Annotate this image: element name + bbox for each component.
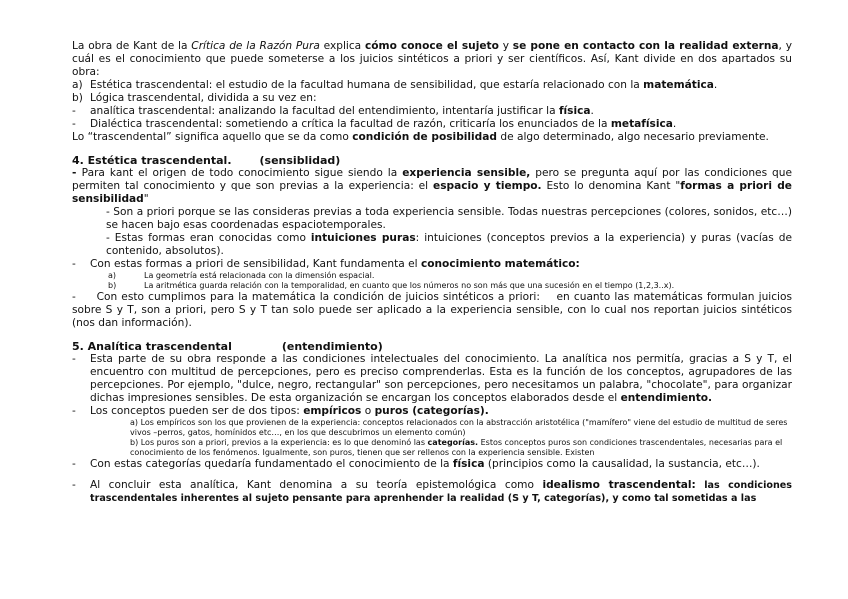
indented-paragraph: - Son a priori porque se las consideras previas a toda experiencia sensible. Todas nuestras percepciones (colores, sonidos, etc…) se hacen bajo esas coordenadas espaciotemporales. [106, 206, 792, 231]
text: - Estas formas eran conocidas como [106, 232, 311, 244]
text: " [143, 193, 149, 205]
bold-text: metafísica [610, 118, 673, 130]
trascendental-definition [72, 131, 792, 144]
bold-text: cómo conoce el sujeto [364, 40, 499, 52]
list-marker: - [72, 118, 76, 130]
bold-text: intuiciones puras [310, 232, 416, 244]
section-heading [72, 340, 792, 353]
list-marker: a) [108, 271, 117, 280]
text: La obra de Kant de la [72, 40, 192, 52]
list-item [72, 258, 792, 271]
list-item [72, 105, 792, 118]
list-marker: a) [72, 79, 83, 91]
note-paragraph [130, 438, 792, 458]
heading-title: 4. Estética trascendental. [72, 154, 232, 167]
heading-subtitle: (entendimiento) [281, 340, 383, 353]
indented-paragraph [106, 232, 792, 258]
list-item [72, 118, 792, 131]
text: (principios como la causalidad, la sustancia, etc…). [484, 458, 760, 470]
list-marker: b) [108, 281, 117, 290]
text: Los conceptos pueden ser de dos tipos: [90, 405, 304, 417]
bold-text: matemática [643, 79, 714, 91]
bold-text: condición de posibilidad [352, 131, 497, 143]
heading-title: 5. Analítica trascendental [72, 340, 232, 353]
list-marker: - [72, 258, 76, 270]
paragraph [72, 167, 792, 206]
list-item [72, 405, 792, 418]
list-marker: - [72, 353, 76, 365]
text: b) Los puros son a priori, previos a la experiencia: es lo que denominó las [130, 438, 428, 447]
bold-text: conocimiento matemático: [420, 258, 580, 270]
text: La aritmética guarda relación con la temporalidad, en cuanto que los números no son más que una sucesión en el tiempo (1,2,3..x). [144, 281, 675, 290]
text: Esto lo denomina Kant " [541, 180, 681, 192]
heading-subtitle: (sensiblidad) [259, 154, 341, 167]
list-item [72, 353, 792, 405]
list-marker: - [72, 479, 76, 491]
bold-text: puros (categorías). [374, 405, 489, 417]
text: Con estas formas a priori de sensibilidad, Kant fundamenta el [90, 258, 421, 270]
spacer [72, 471, 792, 479]
text: Lógica trascendental, dividida a su vez en: [90, 92, 317, 104]
list-marker: - [72, 105, 76, 117]
bold-text: física [558, 105, 591, 117]
text: . [713, 79, 718, 91]
text: Lo “trascendental” significa aquello que se da como [72, 131, 353, 143]
text: Esta parte de su obra responde a las condiciones intelectuales del conocimiento. La analítica nos permitía, gracias a S y T, el encuentro con multitud de percepciones, pero es preciso comprenderlas. Esta es la función de los conceptos, agrupadores de las percepciones. Por ejemplo, "dulce, negro, rectangular" son percepciones, pero necesitamos un palabra, "chocolate", para organizar dichas impresiones sensibles. De esta organización se encargan los conceptos elaborados desde el [90, 353, 792, 404]
text: : intuiciones (conceptos previos a la experiencia) y puras (vacías de contenido, absolutos). [106, 232, 793, 257]
list-item [72, 79, 792, 92]
text: Dialéctica trascendental: sometiendo a crítica la facultad de razón, criticaría los enunciados de la [90, 118, 611, 130]
list-item [72, 458, 792, 471]
sub-list-item [72, 281, 792, 291]
text: Al concluir esta analítica, Kant denomina a su teoría epistemológica como [90, 479, 543, 491]
bold-text: idealismo trascendental: [542, 479, 696, 491]
text: Con estas categorías quedaría fundamentado el conocimiento de la [90, 458, 453, 470]
bold-text: espacio y tiempo. [433, 180, 542, 192]
intro-paragraph [72, 40, 792, 79]
list-item [72, 92, 792, 105]
bold-text: entendimiento. [620, 392, 713, 404]
list-marker: - [72, 405, 76, 417]
paragraph: - Con esto cumplimos para la matemática la condición de juicios sintéticos a priori: en cuanto las matemáticas formulan juicios sobre S y T, son a priori, pero S y T tan solo puede ser aplicado a la experiencia sensible, con lo cual nos reportan juicios sintéticos (nos dan información). [72, 291, 796, 329]
text: , y cuál es el conocimiento que puede someterse a los juicios sintéticos a priori y ser científicos. Así, Kant divide en dos apartados su obra: [72, 40, 792, 78]
bold-text: se pone en contacto con la realidad externa [512, 40, 779, 52]
text: pero se pregunta aquí por las condiciones que permiten tal conocimiento y que son previas a la experiencia: el [72, 167, 792, 192]
text: Para kant el origen de todo conocimiento sigue siendo la [81, 167, 403, 179]
text: o [361, 405, 375, 417]
sub-list-item [72, 271, 792, 281]
book-title: Crítica de la Razón Pura [191, 40, 320, 52]
bold-text: formas a priori de sensibilidad [72, 180, 792, 205]
list-item [72, 479, 792, 505]
text: . [590, 105, 594, 117]
text: La geometría está relacionada con la dimensión espacial. [144, 271, 375, 280]
text: analítica trascendental: analizando la facultad del entendimiento, intentaría justificar la [90, 105, 559, 117]
bold-text: empíricos [303, 405, 362, 417]
note-paragraph: a) Los empíricos son los que provienen de la experiencia: conceptos relacionados con la abstracción aristotélica ("mamífero" viene del estudio de multitud de seres vivos –perros, gatos, homínidos etc…, en los que descubrimos un elemento común) [130, 418, 788, 437]
bold-text: - [72, 167, 82, 179]
text: . [672, 118, 677, 130]
list-marker: b) [72, 92, 83, 104]
bold-text: categorías. [427, 438, 479, 447]
text: de algo determinado, algo necesario previamente. [496, 131, 769, 143]
section-heading [72, 154, 792, 167]
bold-text: las condiciones trascendentales inherentes al sujeto pensante para aprenhender la realidad (S y T, categorías), y como tal sometidas a las [90, 480, 793, 504]
bold-text: física [452, 458, 485, 470]
text: y [498, 40, 513, 52]
document-page [72, 40, 796, 505]
text: Estética trascendental: el estudio de la facultad humana de sensibilidad, que estaría relacionado con la [90, 79, 644, 91]
text: explica [319, 40, 365, 52]
bold-text: experiencia sensible, [402, 167, 531, 179]
text: Estos conceptos puros son condiciones trascendentales, necesarias para el conocimiento de los fenómenos. Igualmente, son puros, tienen que ser rellenos con la experiencia sensible. Existen [130, 438, 783, 457]
list-marker: - [72, 458, 76, 470]
